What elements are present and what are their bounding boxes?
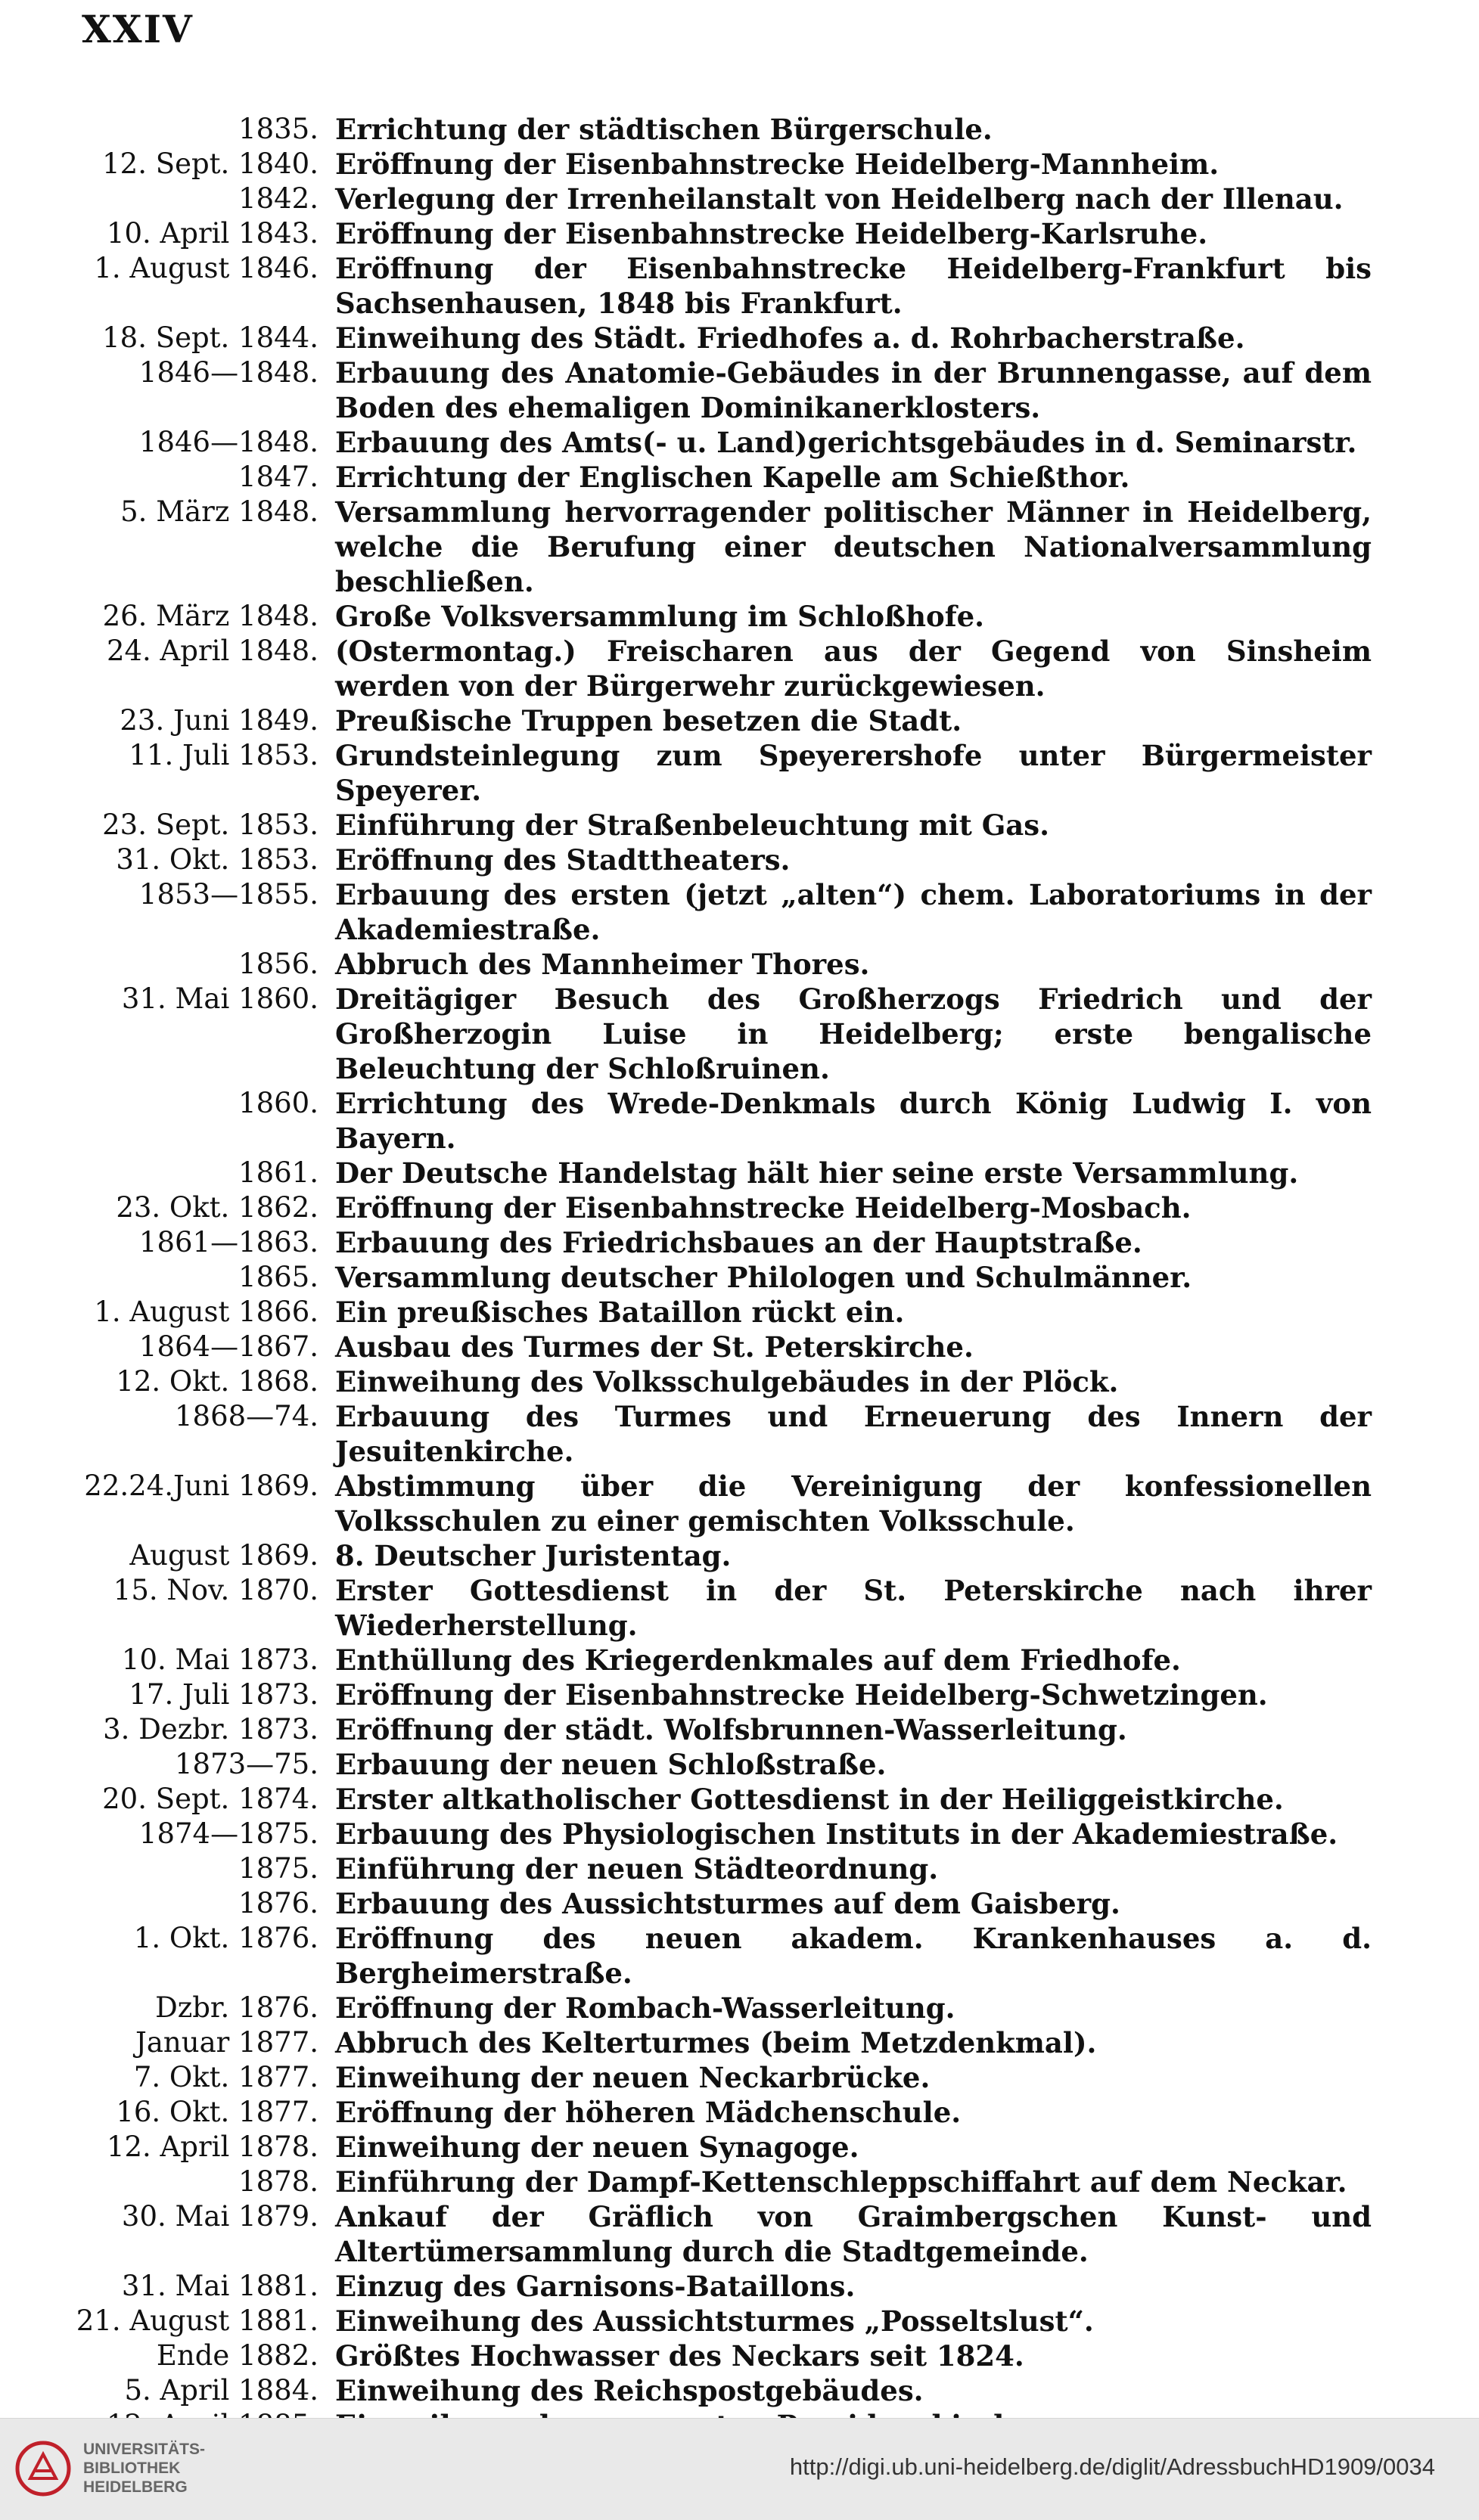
entry-date: 17. Juli 1873. — [129, 1678, 318, 1711]
source-url-link[interactable]: http://digi.ub.uni-heidelberg.de/diglit/AdressbuchHD1909/0034 — [789, 2453, 1435, 2480]
chronicle-entry — [0, 1991, 1479, 2025]
entry-date: 31. Okt. 1853. — [116, 843, 318, 876]
entry-text: Preußische Truppen besetzen die Stadt. — [335, 704, 962, 737]
chronicle-entry — [0, 1921, 1479, 1991]
entry-date: 16. Okt. 1877. — [116, 2096, 318, 2128]
chronicle-entry — [0, 355, 1479, 425]
chronicle-entry — [0, 1156, 1479, 1190]
entry-date: 1864—1867. — [138, 1330, 318, 1363]
entry-date: 23. Sept. 1853. — [102, 808, 318, 841]
entry-date: 1835. — [238, 113, 318, 145]
entry-text: Einzug des Garnisons-Bataillons. — [335, 2270, 856, 2303]
chronicle-entry — [0, 1538, 1479, 1573]
chronicle-entry — [0, 321, 1479, 355]
library-name-line: UNIVERSITÄTS- — [83, 2441, 206, 2458]
entry-text: Eröffnung der Eisenbahnstrecke Heidelberg-Schwetzingen. — [335, 1678, 1268, 1712]
entry-text: Dreitägiger Besuch des Großherzogs Friedrich und der Großherzogin Luise in Heidelberg; erste bengalische Beleuchtung der Schloßruinen. — [335, 982, 1372, 1085]
entry-text: Errichtung des Wrede-Denkmals durch König Ludwig I. von Bayern. — [335, 1087, 1372, 1155]
entry-date: 1876. — [238, 1887, 318, 1919]
chronicle-entry — [0, 112, 1479, 147]
chronicle-entry — [0, 147, 1479, 182]
entry-date: 30. Mai 1879. — [121, 2200, 318, 2233]
library-logo[interactable] — [15, 2440, 205, 2497]
chronicle-entry — [0, 1225, 1479, 1260]
entry-text: Einweihung des Aussichtsturmes „Posseltslust“. — [335, 2304, 1094, 2338]
entry-date: 1860. — [238, 1087, 318, 1119]
library-name-line: BIBLIOTHEK — [83, 2459, 181, 2477]
entry-date: 5. April 1884. — [124, 2374, 318, 2407]
entry-date: 22.24.Juni 1869. — [84, 1469, 318, 1502]
entry-date: 24. April 1848. — [106, 635, 318, 667]
chronicle-entry — [0, 2269, 1479, 2304]
entry-text: Ankauf der Gräflich von Graimbergschen Kunst- und Altertümersammlung durch die Stadtgemeinde. — [335, 2200, 1372, 2268]
entry-date: 12. Okt. 1868. — [116, 1365, 318, 1398]
entry-text: Eröffnung der Eisenbahnstrecke Heidelberg-Frankfurt bis Sachsenhausen, 1848 bis Frankfurt. — [335, 252, 1372, 320]
library-name-line: HEIDELBERG — [83, 2478, 188, 2496]
chronicle-entry — [0, 877, 1479, 947]
entry-text: Einführung der neuen Städteordnung. — [335, 1852, 939, 1885]
chronicle-entry — [0, 634, 1479, 703]
entry-text: Große Volksversammlung im Schloßhofe. — [335, 600, 985, 633]
page-number: XXIV — [82, 7, 194, 51]
chronicle-entry — [0, 2373, 1479, 2408]
entry-text: Erbauung des ersten (jetzt „alten“) chem. Laboratoriums in der Akademiestraße. — [335, 878, 1372, 946]
entry-text: Erbauung des Physiologischen Instituts in der Akademiestraße. — [335, 1817, 1338, 1851]
entry-date: 1. August 1846. — [94, 252, 318, 284]
entry-text: Eröffnung der städt. Wolfsbrunnen-Wasserleitung. — [335, 1713, 1127, 1746]
entry-text: Erbauung des Anatomie-Gebäudes in der Brunnengasse, auf dem Boden des ehemaligen Dominikanerklosters. — [335, 356, 1372, 424]
entry-date: 7. Okt. 1877. — [133, 2061, 318, 2093]
entry-date: 1. August 1866. — [94, 1296, 318, 1328]
entry-text: Abbruch des Kelterturmes (beim Metzdenkmal). — [335, 2026, 1097, 2059]
entry-date: 1875. — [238, 1852, 318, 1885]
chronicle-entry — [0, 2338, 1479, 2373]
chronicle-list — [0, 112, 1479, 2443]
chronicle-entry — [0, 1469, 1479, 1538]
entry-date: 11. Juli 1853. — [129, 739, 318, 771]
chronicle-entry — [0, 2199, 1479, 2269]
entry-text: Errichtung der städtischen Bürgerschule. — [335, 113, 993, 146]
entry-date: 1861—1863. — [138, 1226, 318, 1258]
chronicle-entry — [0, 1817, 1479, 1851]
chronicle-entry — [0, 947, 1479, 982]
entry-date: 12. April 1878. — [106, 2131, 318, 2163]
entry-text: 8. Deutscher Juristentag. — [335, 1539, 732, 1572]
library-name — [83, 2440, 205, 2497]
chronicle-entry — [0, 1086, 1479, 1156]
entry-text: Erbauung des Turmes und Erneuerung des Innern der Jesuitenkirche. — [335, 1400, 1372, 1468]
chronicle-entry — [0, 1364, 1479, 1399]
entry-text: Erbauung der neuen Schloßstraße. — [335, 1748, 887, 1781]
entry-date: 1846—1848. — [138, 356, 318, 389]
chronicle-entry — [0, 2130, 1479, 2165]
entry-date: 20. Sept. 1874. — [102, 1783, 318, 1815]
entry-text: Verlegung der Irrenheilanstalt von Heidelberg nach der Illenau. — [335, 182, 1344, 216]
entry-text: (Ostermontag.) Freischaren aus der Gegend von Sinsheim werden von der Bürgerwehr zurückgewiesen. — [335, 635, 1372, 703]
chronicle-entry — [0, 1851, 1479, 1886]
entry-date: 5. März 1848. — [120, 495, 318, 528]
entry-text: Eröffnung der Eisenbahnstrecke Heidelberg-Mannheim. — [335, 147, 1220, 181]
entry-date: Dzbr. 1876. — [155, 1991, 318, 2024]
entry-date: 1868—74. — [174, 1400, 318, 1432]
chronicle-entry — [0, 1399, 1479, 1469]
chronicle-entry — [0, 425, 1479, 460]
library-seal-icon — [15, 2441, 71, 2497]
entry-text: Ein preußisches Bataillon rückt ein. — [335, 1296, 905, 1329]
chronicle-entry — [0, 1643, 1479, 1677]
chronicle-entry — [0, 599, 1479, 634]
entry-text: Erbauung des Aussichtsturmes auf dem Gaisberg. — [335, 1887, 1120, 1920]
entry-date: Januar 1877. — [135, 2026, 318, 2059]
entry-text: Eröffnung des Stadttheaters. — [335, 843, 791, 877]
entry-date: 21. August 1881. — [76, 2304, 318, 2337]
entry-text: Erster Gottesdienst in der St. Peterskirche nach ihrer Wiederherstellung. — [335, 1574, 1372, 1642]
entry-date: 15. Nov. 1870. — [113, 1574, 318, 1606]
footer-bar — [0, 2418, 1479, 2520]
entry-text: Einweihung der neuen Synagoge. — [335, 2131, 859, 2164]
entry-date: 1853—1855. — [138, 878, 318, 911]
chronicle-entry — [0, 1747, 1479, 1782]
chronicle-entry — [0, 2304, 1479, 2338]
entry-text: Eröffnung der Eisenbahnstrecke Heidelberg-Karlsruhe. — [335, 217, 1208, 250]
chronicle-entry — [0, 182, 1479, 216]
chronicle-entry — [0, 2025, 1479, 2060]
chronicle-entry — [0, 495, 1479, 599]
chronicle-entry — [0, 843, 1479, 877]
entry-text: Versammlung deutscher Philologen und Schulmänner. — [335, 1261, 1192, 1294]
chronicle-entry — [0, 1782, 1479, 1817]
chronicle-entry — [0, 2165, 1479, 2199]
entry-date: 3. Dezbr. 1873. — [103, 1713, 318, 1746]
entry-date: 23. Okt. 1862. — [116, 1191, 318, 1224]
chronicle-entry — [0, 460, 1479, 495]
entry-text: Einweihung des Städt. Friedhofes a. d. Rohrbacherstraße. — [335, 321, 1245, 355]
entry-text: Größtes Hochwasser des Neckars seit 1824. — [335, 2339, 1024, 2373]
entry-text: Eröffnung der höheren Mädchenschule. — [335, 2096, 962, 2129]
entry-text: Eröffnung der Rombach-Wasserleitung. — [335, 1991, 955, 2025]
chronicle-entry — [0, 1886, 1479, 1921]
entry-text: Abbruch des Mannheimer Thores. — [335, 948, 870, 981]
chronicle-entry — [0, 1330, 1479, 1364]
entry-date: 1878. — [238, 2165, 318, 2198]
chronicle-entry — [0, 1295, 1479, 1330]
chronicle-entry — [0, 703, 1479, 738]
chronicle-entry — [0, 251, 1479, 321]
entry-text: Errichtung der Englischen Kapelle am Schießthor. — [335, 461, 1130, 494]
entry-text: Grundsteinlegung zum Speyerershofe unter Bürgermeister Speyerer. — [335, 739, 1372, 807]
chronicle-entry — [0, 1677, 1479, 1712]
entry-text: Eröffnung der Eisenbahnstrecke Heidelberg-Mosbach. — [335, 1191, 1192, 1224]
entry-date: 10. Mai 1873. — [121, 1643, 318, 1676]
entry-date: 1842. — [238, 182, 318, 215]
entry-text: Erbauung des Amts(- u. Land)gerichtsgebäudes in d. Seminarstr. — [335, 426, 1357, 459]
chronicle-entry — [0, 216, 1479, 251]
entry-text: Eröffnung des neuen akadem. Krankenhauses a. d. Bergheimerstraße. — [335, 1922, 1372, 1990]
entry-text: Einweihung der neuen Neckarbrücke. — [335, 2061, 931, 2094]
entry-date: 1865. — [238, 1261, 318, 1293]
entry-text: Der Deutsche Handelstag hält hier seine erste Versammlung. — [335, 1156, 1299, 1190]
chronicle-entry — [0, 738, 1479, 808]
entry-date: 1861. — [238, 1156, 318, 1189]
entry-date: 1874—1875. — [138, 1817, 318, 1850]
entry-date: 1. Okt. 1876. — [133, 1922, 318, 1954]
entry-text: Einführung der Dampf-Kettenschleppschiffahrt auf dem Neckar. — [335, 2165, 1347, 2199]
entry-text: Einführung der Straßenbeleuchtung mit Gas. — [335, 808, 1049, 842]
chronicle-entry — [0, 2060, 1479, 2095]
entry-text: Ausbau des Turmes der St. Peterskirche. — [335, 1330, 974, 1364]
chronicle-entry — [0, 982, 1479, 1086]
entry-date: 1846—1848. — [138, 426, 318, 458]
entry-date: 31. Mai 1881. — [121, 2270, 318, 2302]
entry-date: 31. Mai 1860. — [121, 982, 318, 1015]
chronicle-entry — [0, 1260, 1479, 1295]
entry-date: 23. Juni 1849. — [120, 704, 318, 737]
entry-text: Versammlung hervorragender politischer Männer in Heidelberg, welche die Berufung einer deutschen Nationalversammlung beschließen. — [335, 495, 1372, 598]
entry-date: 26. März 1848. — [102, 600, 318, 632]
entry-date: 1856. — [238, 948, 318, 980]
entry-date: 18. Sept. 1844. — [102, 321, 318, 354]
chronicle-entry — [0, 808, 1479, 843]
entry-date: 12. Sept. 1840. — [102, 147, 318, 180]
entry-date: Ende 1882. — [156, 2339, 318, 2372]
entry-text: Erster altkatholischer Gottesdienst in der Heiliggeistkirche. — [335, 1783, 1284, 1816]
chronicle-entry — [0, 1190, 1479, 1225]
entry-date: 1873—75. — [174, 1748, 318, 1780]
chronicle-entry — [0, 1573, 1479, 1643]
entry-date: 10. April 1843. — [106, 217, 318, 250]
entry-date: August 1869. — [129, 1539, 318, 1572]
entry-text: Erbauung des Friedrichsbaues an der Hauptstraße. — [335, 1226, 1142, 1259]
entry-text: Einweihung des Reichspostgebäudes. — [335, 2374, 924, 2407]
entry-date: 1847. — [238, 461, 318, 493]
entry-text: Abstimmung über die Vereinigung der konfessionellen Volksschulen zu einer gemischten Volksschule. — [335, 1469, 1372, 1538]
chronicle-entry — [0, 1712, 1479, 1747]
chronicle-entry — [0, 2095, 1479, 2130]
entry-text: Einweihung des Volksschulgebäudes in der Plöck. — [335, 1365, 1119, 1398]
entry-text: Enthüllung des Kriegerdenkmales auf dem Friedhofe. — [335, 1643, 1181, 1677]
